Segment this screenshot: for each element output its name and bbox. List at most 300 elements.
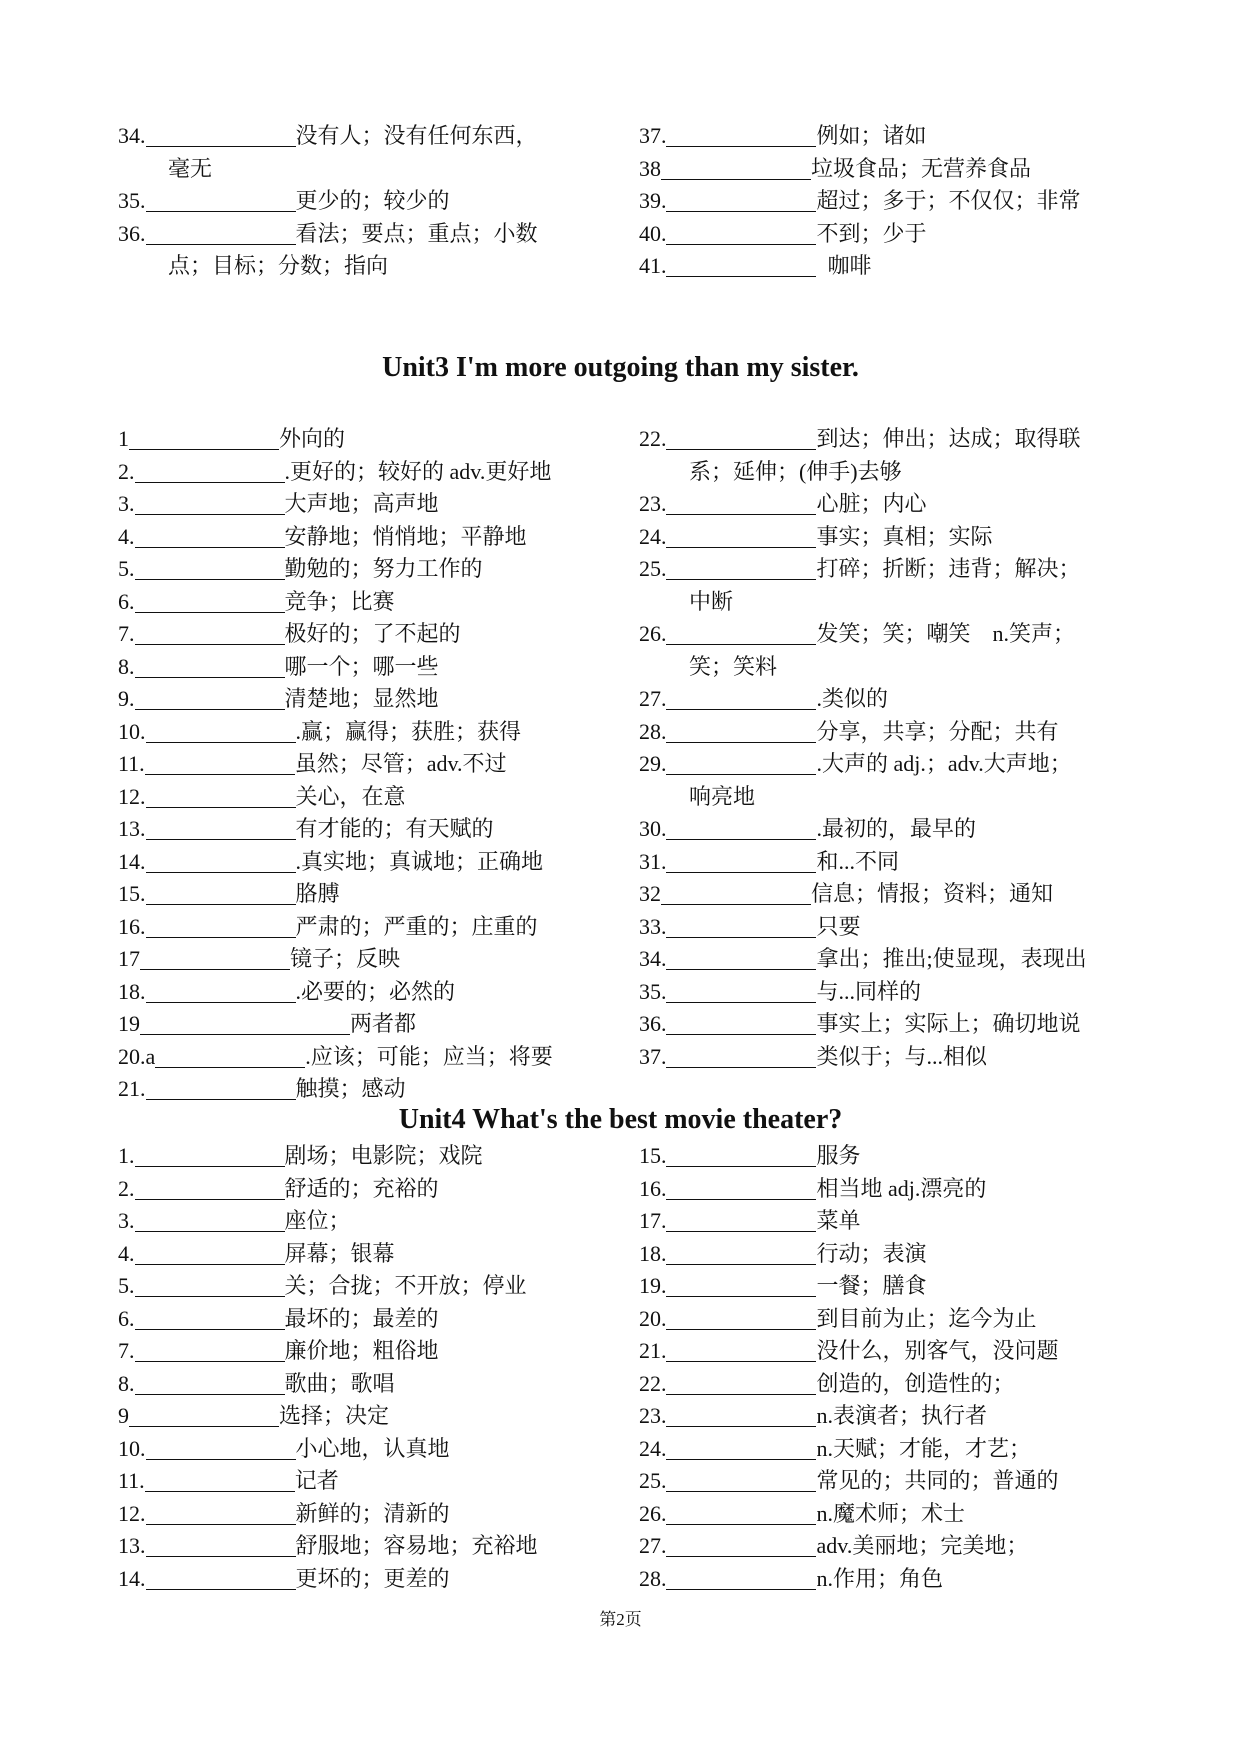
item-meaning: 更坏的；更差的: [295, 1565, 450, 1591]
vocab-item: [639, 1008, 1138, 1041]
vocab-item: [118, 1400, 639, 1433]
answer-blank[interactable]: [146, 1502, 296, 1525]
item-number: 10.: [118, 1435, 146, 1461]
item-meaning: 到达；伸出；达成；取得联: [816, 426, 1081, 451]
item-number: 7.: [118, 1338, 135, 1363]
answer-blank[interactable]: [146, 817, 296, 840]
answer-blank[interactable]: [146, 720, 296, 743]
item-meaning: 外向的: [279, 426, 346, 451]
vocab-item: [639, 683, 1138, 716]
item-meaning: 哪一个；哪一些: [284, 653, 439, 679]
answer-blank[interactable]: [135, 687, 285, 710]
vocab-item: [639, 120, 1138, 153]
right-column: [639, 1140, 1138, 1595]
vocab-item: [118, 1008, 639, 1041]
item-meaning: 服务: [816, 1143, 861, 1168]
answer-blank[interactable]: [146, 980, 296, 1003]
vocab-item: [639, 618, 1138, 651]
item-meaning: 类似于；与...相似: [816, 1043, 987, 1069]
answer-blank[interactable]: [135, 557, 285, 580]
answer-blank[interactable]: [661, 157, 811, 180]
answer-blank[interactable]: [135, 1307, 285, 1330]
vocab-item: [639, 943, 1138, 976]
answer-blank[interactable]: [129, 1404, 279, 1427]
item-number: 11.: [118, 1468, 145, 1493]
vocab-item: [639, 1238, 1138, 1271]
vocab-item: [118, 748, 639, 781]
item-meaning: 两者都: [350, 1011, 417, 1036]
vocab-item: [639, 1498, 1138, 1531]
item-number: 41.: [638, 253, 667, 278]
item-number: 16.: [118, 913, 146, 939]
vocab-item: [118, 1498, 639, 1531]
item-meaning: .应该；可能；应当；将要: [305, 1043, 553, 1069]
item-meaning: 行动；表演: [816, 1240, 927, 1266]
item-number: 25.: [638, 556, 667, 581]
item-number: 35.: [118, 188, 146, 213]
item-meaning-continued: 笑；笑料: [688, 653, 777, 679]
item-meaning: 胳膊: [295, 881, 340, 906]
answer-blank[interactable]: [140, 1012, 350, 1035]
item-meaning: 镜子；反映: [290, 946, 401, 971]
item-meaning: 发笑；笑；嘲笑 n.笑声；: [816, 621, 1075, 646]
item-meaning: 竞争；比赛: [284, 588, 395, 614]
item-meaning: 大声地；高声地: [284, 491, 439, 516]
item-number: 39.: [638, 188, 667, 213]
vocab-item: [639, 1400, 1138, 1433]
answer-blank[interactable]: [666, 1209, 816, 1232]
item-number: 31.: [638, 848, 667, 874]
item-number: 11.: [118, 751, 145, 776]
vocab-item: [639, 976, 1138, 1009]
item-meaning: 选择；决定: [279, 1403, 390, 1428]
item-meaning: 关；合拢；不开放；停业: [284, 1273, 527, 1298]
vocab-item: [639, 185, 1138, 218]
answer-blank[interactable]: [666, 850, 816, 873]
answer-blank[interactable]: [666, 557, 816, 580]
item-meaning: 没有人；没有任何东西，: [295, 123, 538, 148]
item-number: 34.: [118, 123, 146, 148]
answer-blank[interactable]: [135, 590, 285, 613]
vocab-item: [118, 716, 639, 749]
vocab-item: [639, 1335, 1138, 1368]
answer-blank[interactable]: [666, 427, 816, 450]
item-number: 15.: [118, 881, 146, 906]
vocab-item: [118, 553, 639, 586]
answer-blank[interactable]: [135, 622, 285, 645]
vocab-item: [118, 1465, 639, 1498]
item-number: 5.: [118, 556, 135, 581]
item-meaning: 拿出；推出;使显现，表现出: [816, 946, 1087, 971]
item-number: 36.: [638, 1011, 667, 1036]
vocab-item: [639, 911, 1138, 944]
item-meaning: 剧场；电影院；戏院: [284, 1143, 483, 1168]
vocab-item: [639, 1465, 1138, 1498]
item-number: 21.: [118, 1076, 146, 1101]
answer-blank[interactable]: [140, 947, 290, 970]
answer-blank[interactable]: [146, 850, 296, 873]
item-number: 8.: [118, 1370, 135, 1396]
item-number: 28.: [638, 718, 667, 744]
vocab-item: [118, 618, 639, 651]
vocab-item: [639, 488, 1138, 521]
vocab-item: [639, 748, 1138, 781]
item-number: 7.: [118, 621, 135, 646]
vocab-item: [118, 1530, 639, 1563]
answer-blank[interactable]: [666, 1274, 816, 1297]
item-number: 8.: [118, 653, 135, 679]
item-number: 23.: [638, 491, 667, 516]
item-meaning: n.表演者；执行者: [816, 1403, 987, 1428]
item-meaning: 到目前为止；迄今为止: [816, 1305, 1037, 1331]
item-meaning: 和...不同: [816, 848, 899, 874]
answer-blank[interactable]: [666, 1339, 816, 1362]
vocab-item: [118, 781, 639, 814]
vocab-item: [118, 1073, 639, 1106]
vocab-item: [639, 846, 1138, 879]
item-meaning: 看法；要点；重点；小数: [295, 220, 538, 246]
item-meaning: 舒适的；充裕的: [284, 1175, 439, 1201]
item-number: 14.: [118, 848, 146, 874]
answer-blank[interactable]: [666, 222, 816, 245]
item-meaning: n.天赋；才能，才艺；: [816, 1435, 1031, 1461]
item-number: 36.: [118, 220, 146, 246]
vocab-item: [639, 716, 1138, 749]
vocab-item: [639, 1368, 1138, 1401]
item-meaning: 舒服地；容易地；充裕地: [295, 1533, 538, 1558]
vocab-item: [118, 911, 639, 944]
vocab-item: [118, 1238, 639, 1271]
item-meaning-continued: 响亮地: [688, 783, 755, 809]
item-number: 12.: [118, 783, 146, 809]
item-number: 1.: [118, 1143, 135, 1168]
answer-blank[interactable]: [666, 1502, 816, 1525]
answer-blank[interactable]: [135, 492, 285, 515]
item-meaning: adv.美丽地；完美地；: [816, 1533, 1029, 1558]
answer-blank[interactable]: [666, 1307, 816, 1330]
item-number: 13.: [118, 816, 146, 841]
answer-blank[interactable]: [666, 525, 816, 548]
item-meaning: 垃圾食品；无营养食品: [810, 155, 1031, 181]
item-meaning: 菜单: [816, 1208, 861, 1233]
vocab-item: [639, 1140, 1138, 1173]
left-column: [118, 1140, 639, 1595]
item-meaning: n.魔术师；术士: [816, 1500, 965, 1526]
item-number: 10.: [118, 718, 146, 744]
answer-blank[interactable]: [666, 622, 816, 645]
item-number: 15.: [638, 1143, 667, 1168]
item-meaning: 关心，在意: [295, 783, 406, 809]
item-meaning: 虽然；尽管；adv.不过: [294, 751, 507, 776]
vocab-item: [118, 521, 639, 554]
vocab-item: [118, 1041, 639, 1074]
vocab-item: [118, 683, 639, 716]
answer-blank[interactable]: [666, 817, 816, 840]
item-number: 19.: [638, 1273, 667, 1298]
item-meaning: 极好的；了不起的: [284, 621, 461, 646]
vocab-item: [118, 218, 639, 251]
item-meaning: 屏幕；银幕: [284, 1240, 395, 1266]
vocab-item: [639, 1433, 1138, 1466]
item-meaning: 打碎；折断；违背；解决；: [816, 556, 1081, 581]
item-number: 4.: [118, 523, 135, 549]
answer-blank[interactable]: [145, 752, 295, 775]
item-meaning: 严肃的；严重的；庄重的: [295, 913, 538, 939]
vocab-item: [118, 423, 639, 456]
item-meaning: 座位；: [284, 1208, 351, 1233]
vocab-item: [639, 553, 1138, 586]
item-meaning: 咖啡: [816, 253, 872, 278]
answer-blank[interactable]: [666, 720, 816, 743]
item-number: 23.: [638, 1403, 667, 1428]
item-meaning: 触摸；感动: [295, 1076, 406, 1101]
item-number: 2.: [118, 1175, 135, 1201]
answer-blank[interactable]: [666, 1534, 816, 1557]
item-meaning: 相当地 adj.漂亮的: [816, 1175, 987, 1201]
item-meaning-continued: 毫无: [168, 155, 213, 181]
vocab-item: [118, 813, 639, 846]
item-number: 13.: [118, 1533, 146, 1558]
vocab-item: [118, 185, 639, 218]
unit3-section: [118, 423, 1138, 1106]
answer-blank[interactable]: [146, 1077, 296, 1100]
vocab-item: [118, 976, 639, 1009]
vocab-item: [118, 1173, 639, 1206]
item-number: 3.: [118, 491, 135, 516]
vocab-item: [639, 1041, 1138, 1074]
answer-blank[interactable]: [146, 915, 296, 938]
item-meaning: 例如；诸如: [816, 123, 927, 148]
answer-blank[interactable]: [135, 1209, 285, 1232]
item-number: 20.: [638, 1305, 667, 1331]
item-meaning: .最初的，最早的: [816, 816, 976, 841]
item-number: 17.: [638, 1208, 667, 1233]
item-meaning: 只要: [816, 913, 861, 939]
answer-blank[interactable]: [146, 222, 296, 245]
vocab-item: [118, 1335, 639, 1368]
item-meaning: 记者: [294, 1468, 339, 1493]
answer-blank[interactable]: [666, 1372, 816, 1395]
item-meaning: 与...同样的: [816, 978, 921, 1004]
item-number: 28.: [638, 1565, 667, 1591]
item-meaning: 心脏；内心: [816, 491, 927, 516]
item-number: 24.: [638, 1435, 667, 1461]
item-meaning: 信息；情报；资料；通知: [810, 881, 1053, 906]
vocab-item: [118, 586, 639, 619]
answer-blank[interactable]: [146, 1534, 296, 1557]
vocab-item: [639, 250, 1138, 283]
vocab-item: [639, 878, 1138, 911]
vocab-item: [639, 1173, 1138, 1206]
answer-blank[interactable]: [135, 525, 285, 548]
item-meaning: 没什么，别客气，没问题: [816, 1338, 1059, 1363]
answer-blank[interactable]: [135, 460, 285, 483]
left-column: [118, 423, 639, 1106]
left-column: [118, 120, 639, 283]
item-number: 17: [118, 946, 140, 971]
item-meaning: .赢；赢得；获胜；获得: [295, 718, 522, 744]
vocab-item: [639, 153, 1138, 186]
answer-blank[interactable]: [135, 655, 285, 678]
answer-blank[interactable]: [135, 1177, 285, 1200]
answer-blank[interactable]: [135, 1274, 285, 1297]
item-number: 35.: [638, 978, 667, 1004]
item-number: 20.a: [118, 1043, 156, 1069]
item-number: 12.: [118, 1500, 146, 1526]
vocab-item: [118, 456, 639, 489]
vocab-item: [118, 1270, 639, 1303]
answer-blank[interactable]: [146, 785, 296, 808]
vocab-item: [118, 1433, 639, 1466]
item-meaning: .类似的: [816, 686, 888, 711]
answer-blank[interactable]: [666, 124, 816, 147]
right-column: [639, 423, 1138, 1106]
answer-blank[interactable]: [666, 752, 816, 775]
item-meaning: 小心地，认真地: [295, 1435, 450, 1461]
vocab-item: [639, 813, 1138, 846]
item-meaning: 分享，共享；分配；共有: [816, 718, 1059, 744]
item-meaning-continued: 点；目标；分数；指向: [168, 253, 389, 278]
item-meaning: .真实地；真诚地；正确地: [295, 848, 544, 874]
answer-blank[interactable]: [666, 1242, 816, 1265]
item-meaning: .大声的 adj.；adv.大声地；: [816, 751, 1072, 776]
item-meaning: 更少的；较少的: [295, 188, 450, 213]
item-number: 22.: [638, 426, 667, 451]
vocab-item: [118, 488, 639, 521]
item-number: 5.: [118, 1273, 135, 1298]
vocab-item: [639, 521, 1138, 554]
vocab-item: [639, 423, 1138, 456]
answer-blank[interactable]: [666, 1144, 816, 1167]
item-meaning: 不到；少于: [816, 220, 927, 246]
item-number: 24.: [638, 523, 667, 549]
vocab-item: [118, 120, 639, 153]
vocab-item: [118, 1140, 639, 1173]
item-number: 4.: [118, 1240, 135, 1266]
vocab-item: [118, 878, 639, 911]
item-number: 29.: [638, 751, 667, 776]
vocab-item: [639, 1303, 1138, 1336]
item-number: 9.: [118, 686, 135, 711]
item-number: 27.: [638, 686, 667, 711]
item-meaning: 常见的；共同的；普通的: [816, 1468, 1059, 1493]
vocab-item: [639, 1205, 1138, 1238]
vocab-item: [118, 943, 639, 976]
item-number: 3.: [118, 1208, 135, 1233]
item-number: 38: [638, 155, 661, 181]
answer-blank[interactable]: [129, 427, 279, 450]
item-number: 25.: [638, 1468, 667, 1493]
item-meaning: 事实上；实际上；确切地说: [816, 1011, 1081, 1036]
item-number: 27.: [638, 1533, 667, 1558]
answer-blank[interactable]: [135, 1242, 285, 1265]
unit2-tail-section: [118, 120, 1138, 283]
item-number: 40.: [638, 220, 667, 246]
answer-blank[interactable]: [146, 1437, 296, 1460]
answer-blank[interactable]: [145, 1469, 295, 1492]
item-meaning: 超过；多于；不仅仅；非常: [816, 188, 1081, 213]
item-meaning: 创造的，创造性的；: [816, 1370, 1015, 1396]
vocab-item: [118, 846, 639, 879]
answer-blank[interactable]: [666, 1045, 816, 1068]
answer-blank[interactable]: [155, 1045, 305, 1068]
answer-blank[interactable]: [666, 1404, 816, 1427]
vocab-item: [118, 1368, 639, 1401]
answer-blank[interactable]: [666, 1177, 816, 1200]
page-number: 第2页: [599, 1610, 642, 1629]
item-number: 22.: [638, 1370, 667, 1396]
item-meaning: .必要的；必然的: [295, 978, 456, 1004]
answer-blank[interactable]: [135, 1339, 285, 1362]
item-number: 1: [118, 426, 129, 451]
item-number: 18.: [118, 978, 146, 1004]
answer-blank[interactable]: [666, 915, 816, 938]
item-meaning: 清楚地；显然地: [284, 686, 439, 711]
answer-blank[interactable]: [666, 254, 816, 277]
answer-blank[interactable]: [666, 947, 816, 970]
vocab-item: [639, 1563, 1138, 1596]
item-meaning: 新鲜的；清新的: [295, 1500, 450, 1526]
answer-blank[interactable]: [135, 1372, 285, 1395]
item-meaning: 有才能的；有天赋的: [295, 816, 494, 841]
item-number: 37.: [638, 1043, 667, 1069]
item-number: 6.: [118, 1305, 135, 1331]
item-meaning: 事实；真相；实际: [816, 523, 993, 549]
item-meaning: 勤勉的；努力工作的: [284, 556, 483, 581]
answer-blank[interactable]: [661, 882, 811, 905]
item-meaning: 安静地；悄悄地；平静地: [284, 523, 527, 549]
vocab-item: [639, 1270, 1138, 1303]
item-meaning: 歌曲；歌唱: [284, 1370, 395, 1396]
vocab-item: [639, 1530, 1138, 1563]
answer-blank[interactable]: [146, 882, 296, 905]
answer-blank[interactable]: [666, 980, 816, 1003]
item-number: 18.: [638, 1240, 667, 1266]
vocab-item: [118, 651, 639, 684]
answer-blank[interactable]: [666, 1567, 816, 1590]
vocab-item: [118, 1303, 639, 1336]
unit3-title: Unit3 I'm more outgoing than my sister.: [382, 352, 859, 383]
item-meaning: 一餐；膳食: [816, 1273, 927, 1298]
answer-blank[interactable]: [146, 124, 296, 147]
item-number: 16.: [638, 1175, 667, 1201]
item-number: 19: [118, 1011, 140, 1036]
item-meaning: .更好的；较好的 adv.更好地: [284, 458, 552, 484]
unit4-section: [118, 1140, 1138, 1595]
item-number: 30.: [638, 816, 667, 841]
item-meaning: 廉价地；粗俗地: [284, 1338, 439, 1363]
item-number: 21.: [638, 1338, 667, 1363]
unit4-title: Unit4 What's the best movie theater?: [398, 1104, 843, 1135]
answer-blank[interactable]: [666, 492, 816, 515]
answer-blank[interactable]: [666, 1437, 816, 1460]
item-meaning-continued: 系；延伸；(伸手)去够: [688, 458, 902, 484]
answer-blank[interactable]: [666, 687, 816, 710]
item-number: 34.: [638, 946, 667, 971]
answer-blank[interactable]: [135, 1144, 285, 1167]
vocab-item: [118, 1205, 639, 1238]
right-column: [639, 120, 1138, 283]
answer-blank[interactable]: [666, 1469, 816, 1492]
item-number: 37.: [638, 123, 667, 148]
answer-blank[interactable]: [666, 189, 816, 212]
answer-blank[interactable]: [146, 189, 296, 212]
item-number: 26.: [638, 1500, 667, 1526]
item-number: 9: [118, 1403, 129, 1428]
answer-blank[interactable]: [146, 1567, 296, 1590]
vocab-item: [118, 1563, 639, 1596]
answer-blank[interactable]: [666, 1012, 816, 1035]
